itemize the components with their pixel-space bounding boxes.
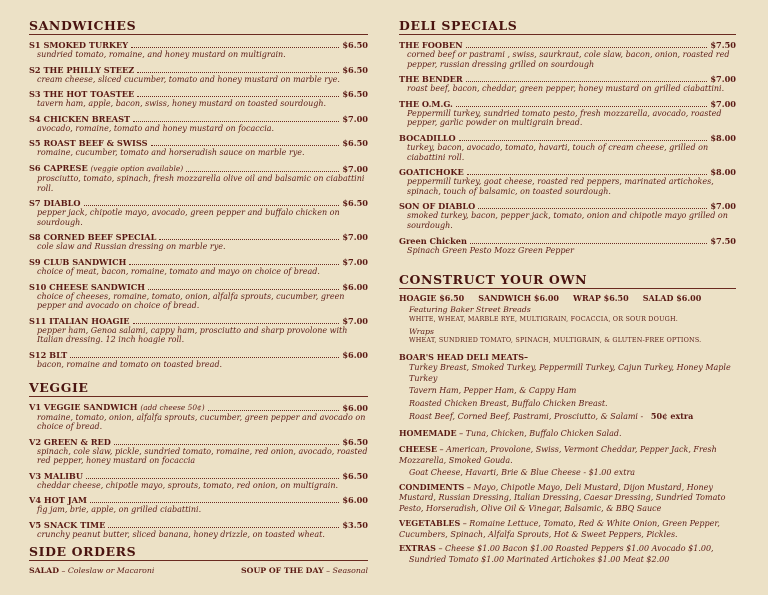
veggie-item bbox=[29, 437, 368, 466]
sandwich-item-price: $7.00 bbox=[342, 113, 368, 124]
veggie-item-name: V1 VEGGIE SANDWICH (add cheese 50¢) bbox=[29, 401, 205, 412]
veggie-item bbox=[29, 520, 368, 540]
sandwich-item-desc: prosciutto, tomato, spinach, fresh mozzarella olive oil and balsamic on ciabattini roll. bbox=[37, 173, 365, 193]
sandwich-item-desc: choice of cheeses, romaine, tomato, onion, alfalfa sprouts, cucumber, green pepper and avocado on choice of bread. bbox=[37, 291, 345, 311]
sandwich-list bbox=[29, 40, 368, 370]
price-salad: SALAD $6.00 bbox=[642, 293, 702, 304]
sandwich-item bbox=[29, 316, 368, 345]
breads-list: WHITE, WHEAT, MARBLE RYE, MULTIGRAIN, FOCACCIA, OR SOUR DOUGH. bbox=[409, 314, 678, 323]
deli-item bbox=[399, 167, 736, 196]
sandwich-item-name: S7 DIABLO bbox=[29, 198, 81, 209]
price-wrap: WRAP $6.50 bbox=[572, 293, 629, 304]
veggie-item-desc: spinach, cole slaw, pickle, sundried tomato, romaine, red onion, avocado, roasted red pepper, honey mustard on focaccia bbox=[37, 446, 368, 466]
soup-side: SOUP OF THE DAY – Seasonal bbox=[241, 565, 368, 575]
deli-item bbox=[399, 236, 736, 256]
sandwich-item bbox=[29, 350, 368, 370]
deli-item-price: $7.50 bbox=[710, 40, 736, 50]
dot-leader bbox=[456, 106, 707, 107]
sandwich-item-desc: choice of meat, bacon, romaine, tomato and mayo on choice of bread. bbox=[37, 266, 320, 276]
dot-leader bbox=[159, 239, 339, 240]
dot-leader bbox=[186, 171, 339, 172]
dot-leader bbox=[133, 323, 340, 324]
sandwich-item-name: S6 CAPRESE (veggie option available) bbox=[29, 162, 184, 173]
deli-item-name: SON OF DIABLO bbox=[399, 201, 476, 212]
dot-leader bbox=[478, 208, 707, 209]
sandwich-item-price: $6.50 bbox=[342, 64, 368, 75]
veggie-item-price: $6.50 bbox=[342, 470, 368, 481]
veggie-item-name: V5 SNACK TIME bbox=[29, 520, 106, 531]
side-orders-heading: SIDE ORDERS bbox=[29, 544, 368, 561]
condiments-block: CONDIMENTS – Mayo, Chipotle Mayo, Deli Mustard, Dijon Mustard, Honey Mustard, Russian Dressing, Italian Dressing, Caesar Dressing, Sundried Tomato Pesto, Horseradish, Olive Oil & Vinegar, Balsamic, & BBQ Sauce bbox=[399, 481, 726, 513]
salad-side: SALAD – Coleslaw or Macaroni bbox=[29, 565, 155, 575]
sandwich-item-name: S5 ROAST BEEF & SWISS bbox=[29, 138, 148, 149]
sandwich-item-name: S3 THE HOT TOASTEE bbox=[29, 89, 135, 100]
meats-line-2: Tavern Ham, Pepper Ham, & Cappy Ham bbox=[409, 386, 577, 396]
right-column bbox=[399, 18, 736, 565]
sandwich-item-name: S10 CHEESE SANDWICH bbox=[29, 281, 146, 292]
sandwich-item-price: $7.00 bbox=[342, 315, 368, 326]
sandwich-item-price: $6.00 bbox=[342, 349, 368, 360]
veggie-item-name: V3 MALIBU bbox=[29, 470, 83, 481]
sandwich-item bbox=[29, 257, 368, 277]
meats-line-1: Turkey Breast, Smoked Turkey, Peppermill Turkey, Cajun Turkey, Honey Maple Turkey bbox=[409, 363, 731, 383]
sandwich-item-price: $6.50 bbox=[342, 89, 368, 100]
sandwich-item-name: S2 THE PHILLY STEEZ bbox=[29, 64, 135, 75]
veggie-heading: VEGGIE bbox=[29, 380, 368, 397]
sandwich-item-name: S1 SMOKED TURKEY bbox=[29, 40, 129, 50]
deli-item-desc: peppermill turkey, goat cheese, roasted red peppers, marinated artichokes, spinach, touch of balsamic, on toasted sourdough. bbox=[407, 177, 714, 196]
dot-leader bbox=[459, 140, 708, 141]
dot-leader bbox=[151, 145, 340, 146]
cheese-block: CHEESE – American, Provolone, Swiss, Vermont Cheddar, Pepper Jack, Fresh Mozzarella, Smoked Gouda. Goat Cheese, Havarti, Brie & Blue Cheese - $1.00 extra bbox=[399, 445, 736, 479]
dot-leader bbox=[137, 96, 339, 97]
veggie-item-name: V2 GREEN & RED bbox=[29, 436, 111, 447]
deli-item-price: $7.00 bbox=[710, 74, 736, 85]
deli-item-name: THE FOOBEN bbox=[399, 40, 463, 50]
sandwich-item-price: $6.00 bbox=[342, 281, 368, 292]
veggie-item-note: (add cheese 50¢) bbox=[140, 402, 205, 412]
dot-leader bbox=[108, 527, 339, 528]
deli-item-price: $7.50 bbox=[710, 235, 736, 246]
deli-item-desc: smoked turkey, bacon, pepper jack, tomato, onion and chipotle mayo grilled on sourdough. bbox=[407, 211, 728, 230]
sandwich-item-price: $7.00 bbox=[342, 256, 368, 267]
dot-leader bbox=[129, 264, 339, 265]
sandwich-item-name: S11 ITALIAN HOAGIE bbox=[29, 315, 130, 326]
breads-heading: Featuring Baker Street Breads bbox=[409, 305, 531, 315]
dot-leader bbox=[86, 478, 339, 479]
breads-block bbox=[399, 305, 736, 345]
dot-leader bbox=[467, 174, 708, 175]
sandwich-item bbox=[29, 282, 368, 311]
sandwich-item-price: $7.00 bbox=[342, 163, 368, 174]
deli-item-price: $8.00 bbox=[710, 132, 736, 143]
dot-leader bbox=[466, 47, 708, 48]
sandwich-item-name: S12 BLT bbox=[29, 349, 68, 360]
dot-leader bbox=[114, 444, 339, 445]
sandwich-item bbox=[29, 163, 368, 193]
veggie-item-desc: fig jam, brie, apple, on grilled ciabattini. bbox=[37, 505, 202, 515]
sandwich-item-note: (veggie option available) bbox=[90, 163, 184, 173]
sandwich-item-desc: avocado, romaine, tomato and honey mustard on focaccia. bbox=[37, 123, 275, 133]
deli-item-price: $7.00 bbox=[710, 201, 736, 212]
veggie-item bbox=[29, 471, 368, 491]
wraps-heading: Wraps bbox=[409, 326, 435, 336]
deli-item-desc: turkey, bacon, avocado, tomato, havarti, touch of cream cheese, grilled on ciabattini roll. bbox=[407, 142, 709, 162]
sandwich-item-price: $7.00 bbox=[342, 232, 368, 243]
deli-specials-heading: DELI SPECIALS bbox=[399, 18, 736, 35]
sandwich-item-name: S9 CLUB SANDWICH bbox=[29, 256, 127, 267]
sandwich-item-desc: romaine, cucumber, tomato and horseradish sauce on marble rye. bbox=[37, 148, 305, 158]
veggie-item-name: V4 HOT JAM bbox=[29, 495, 88, 506]
deli-item bbox=[399, 74, 736, 94]
meats-line-4: Roast Beef, Corned Beef, Pastrami, Prosciutto, & Salami - 50¢ extra bbox=[409, 411, 694, 422]
veggie-list bbox=[29, 402, 368, 540]
sandwich-item-name: S8 CORNED BEEF SPECIAL bbox=[29, 232, 157, 243]
deli-item-name: THE BENDER bbox=[399, 74, 463, 85]
sandwiches-heading: SANDWICHES bbox=[29, 18, 368, 35]
price-sandwich: SANDWICH $6.00 bbox=[478, 293, 559, 304]
dot-leader bbox=[90, 502, 339, 503]
deli-item-desc: Peppermill turkey, sundried tomato pesto, fresh mozzarella, avocado, roasted pepper, garlic powder on multigrain bread. bbox=[407, 108, 722, 128]
deli-item-name: BOCADILLO bbox=[399, 132, 456, 143]
construct-heading: CONSTRUCT YOUR OWN bbox=[399, 272, 736, 289]
dot-leader bbox=[70, 357, 339, 358]
price-hoagie: HOAGIE $6.50 bbox=[399, 293, 465, 304]
sandwich-item-desc: sundried tomato, romaine, and honey mustard on multigrain. bbox=[37, 50, 286, 59]
sandwich-item bbox=[29, 89, 368, 109]
dot-leader bbox=[148, 289, 339, 290]
deli-item-desc: roast beef, bacon, cheddar, green pepper, honey mustard on grilled ciabattini. bbox=[407, 84, 725, 94]
deli-item-price: $7.00 bbox=[710, 98, 736, 109]
sandwich-item-price: $6.50 bbox=[342, 138, 368, 149]
sandwich-item-desc: cream cheese, sliced cucumber, tomato and honey mustard on marble rye. bbox=[37, 74, 340, 84]
meats-line-3: Roasted Chicken Breast, Buffalo Chicken Breast. bbox=[409, 398, 608, 408]
cheese-extra: Goat Cheese, Havarti, Brie & Blue Cheese - $1.00 extra bbox=[409, 468, 636, 478]
deli-item-name: THE O.M.G. bbox=[399, 98, 453, 109]
dot-leader bbox=[137, 72, 339, 73]
extras-line-2: Sundried Tomato $1.00 Marinated Artichokes $1.00 Meat $2.00 bbox=[409, 554, 670, 564]
deli-item bbox=[399, 40, 736, 69]
sandwich-item bbox=[29, 40, 368, 60]
deli-item bbox=[399, 99, 736, 128]
veggie-item bbox=[29, 402, 368, 432]
deli-item-desc: Spinach Green Pesto Mozz Green Pepper bbox=[407, 245, 574, 255]
meats-block bbox=[399, 353, 736, 422]
dot-leader bbox=[131, 47, 339, 48]
sandwich-item-price: $6.50 bbox=[342, 40, 368, 50]
deli-item-name: GOATICHOKE bbox=[399, 167, 464, 178]
construct-prices bbox=[399, 293, 736, 303]
deli-item bbox=[399, 133, 736, 162]
veggie-item-desc: crunchy peanut butter, sliced banana, honey drizzle, on toasted wheat. bbox=[37, 530, 325, 540]
deli-item-name: Green Chicken bbox=[399, 235, 467, 246]
sandwich-item bbox=[29, 138, 368, 158]
sandwich-item-desc: pepper ham, Genoa salami, cappy ham, prosciutto and sharp provolone with Italian dressing. 12 inch hoagie roll. bbox=[37, 325, 348, 345]
sandwich-item-price: $6.50 bbox=[342, 198, 368, 209]
veggie-item-desc: cheddar cheese, chipotle mayo, sprouts, tomato, red onion, on multigrain. bbox=[37, 480, 339, 490]
deli-item bbox=[399, 201, 736, 230]
left-column bbox=[29, 18, 368, 575]
dot-leader bbox=[470, 243, 707, 244]
sandwich-item-name: S4 CHICKEN BREAST bbox=[29, 113, 131, 124]
side-orders-row bbox=[29, 566, 368, 575]
sandwich-item bbox=[29, 114, 368, 134]
vegetables-block: VEGETABLES – Romaine Lettuce, Tomato, Red & White Onion, Green Pepper, Cucumbers, Spinach, Alfalfa Sprouts, Hot & Sweet Peppers, Pickles. bbox=[399, 518, 720, 539]
deli-item-price: $8.00 bbox=[710, 167, 736, 178]
extras-block: EXTRAS – Cheese $1.00 Bacon $1.00 Roasted Peppers $1.00 Avocado $1.00, Sundried Tomato $1.00 Marinated Artichokes $1.00 Meat $2.00 bbox=[399, 544, 736, 565]
homemade-block: HOMEMADE – Tuna, Chicken, Buffalo Chicken Salad. bbox=[399, 427, 622, 438]
dot-leader bbox=[84, 205, 340, 206]
wraps-list: WHEAT, SUNDRIED TOMATO, SPINACH, MULTIGRAIN, & GLUTEN-FREE OPTIONS. bbox=[409, 336, 702, 345]
sandwich-item-desc: pepper jack, chipotle mayo, avocado, green pepper and buffalo chicken on sourdough. bbox=[37, 208, 340, 227]
sandwich-item bbox=[29, 198, 368, 227]
veggie-item bbox=[29, 495, 368, 515]
veggie-item-price: $6.00 bbox=[342, 495, 368, 506]
veggie-item-price: $6.50 bbox=[342, 436, 368, 447]
veggie-item-desc: romaine, tomato, onion, alfalfa sprouts, cucumber, green pepper and avocado on choice of bread. bbox=[37, 412, 366, 432]
sandwich-item-desc: tavern ham, apple, bacon, swiss, honey mustard on toasted sourdough. bbox=[37, 99, 327, 109]
deli-item-desc: corned beef or pastrami , swiss, saurkraut, cole slaw, bacon, onion, roasted red pepper, russian dressing grilled on sourdough bbox=[407, 50, 730, 69]
meats-label: BOAR'S HEAD DELI MEATS– bbox=[399, 352, 528, 363]
dot-leader bbox=[466, 81, 708, 82]
sandwich-item-desc: cole slaw and Russian dressing on marble rye. bbox=[37, 242, 226, 252]
sandwich-item-desc: bacon, romaine and tomato on toasted bread. bbox=[37, 359, 223, 369]
sandwich-item bbox=[29, 65, 368, 85]
dot-leader bbox=[208, 410, 340, 411]
sandwich-item bbox=[29, 232, 368, 252]
dot-leader bbox=[133, 121, 339, 122]
deli-list bbox=[399, 40, 736, 255]
veggie-item-price: $6.00 bbox=[342, 402, 368, 413]
veggie-item-price: $3.50 bbox=[342, 520, 368, 531]
